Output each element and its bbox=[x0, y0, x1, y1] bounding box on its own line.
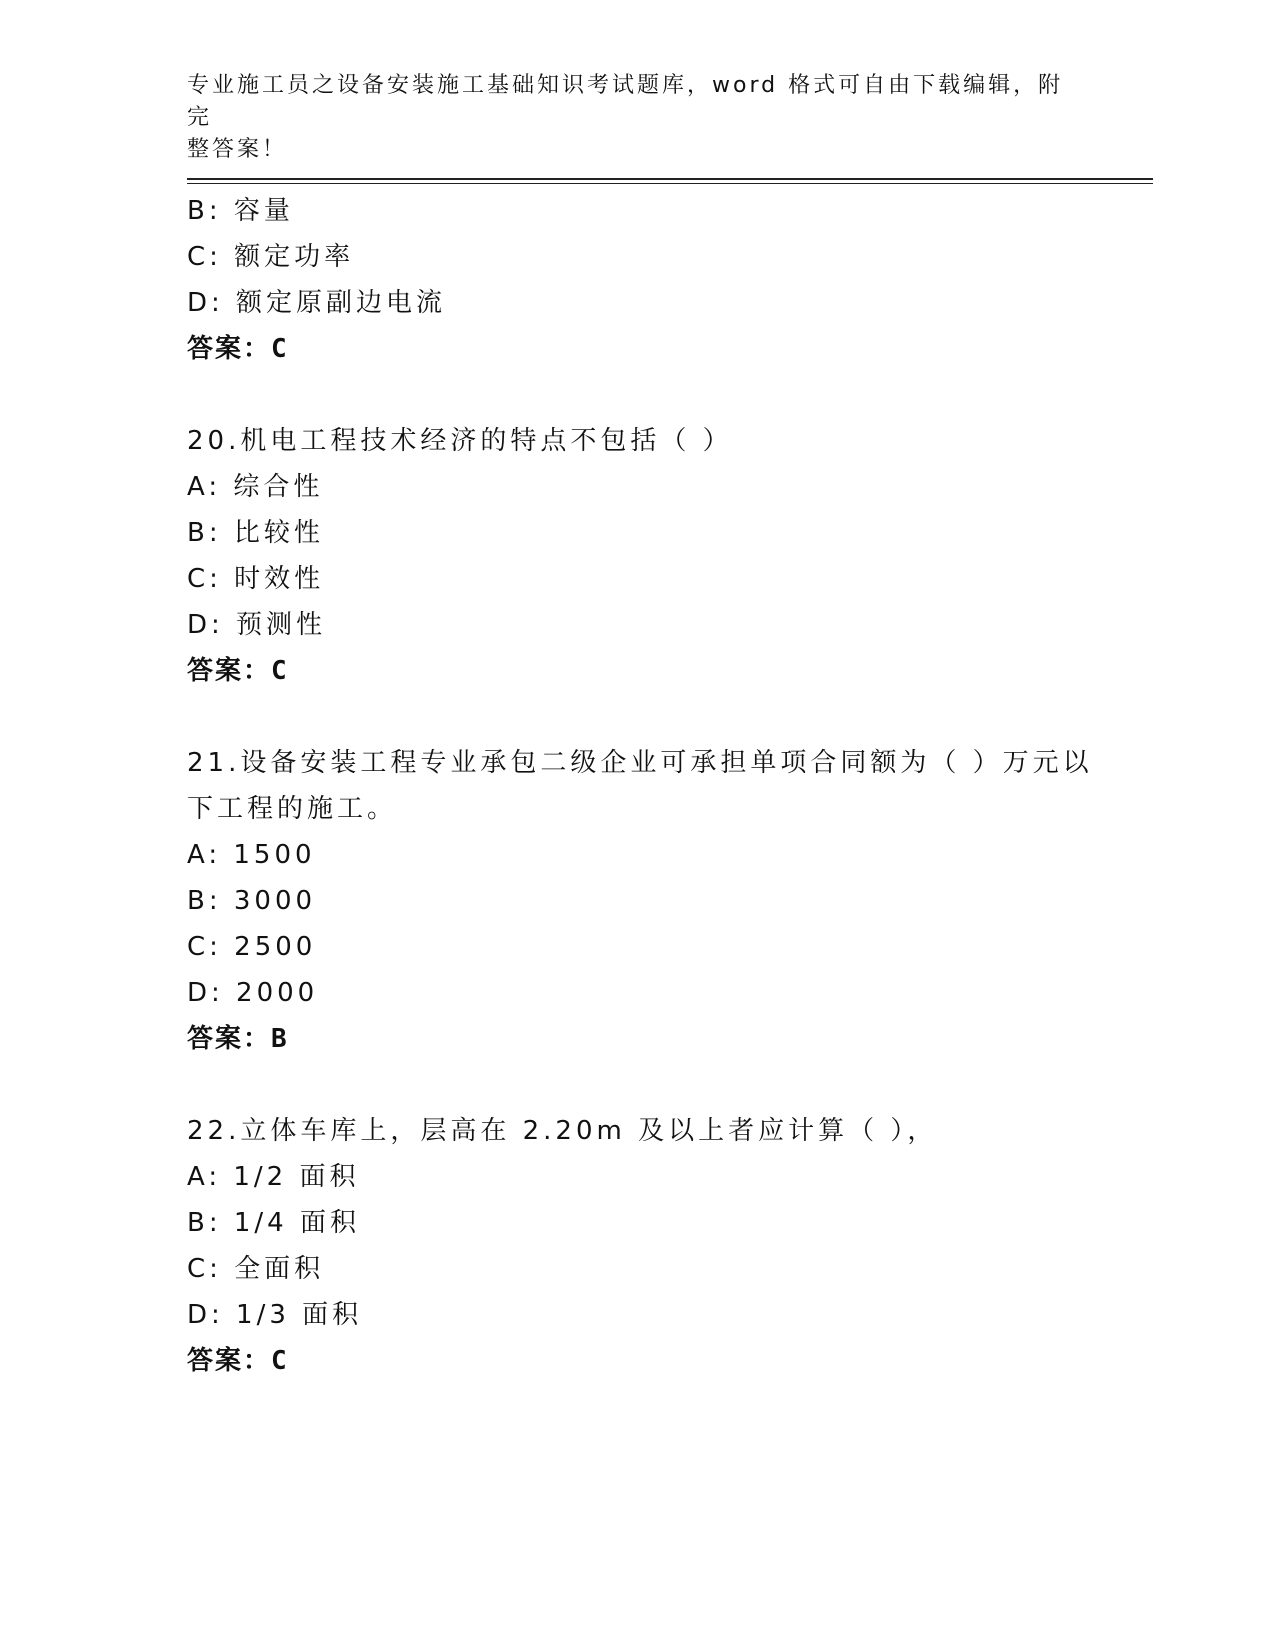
question-stem: 20.机电工程技术经济的特点不包括（ ） bbox=[187, 426, 733, 456]
option-d: D: 1/3 面积 bbox=[187, 1300, 363, 1330]
answer-line: 答案：C bbox=[187, 1346, 289, 1376]
header-divider-thick bbox=[187, 178, 1153, 180]
option-c: C: 额定功率 bbox=[187, 242, 355, 272]
option-a: A: 1/2 面积 bbox=[187, 1162, 360, 1192]
answer-line: 答案：B bbox=[187, 1024, 289, 1054]
header-divider-thin bbox=[187, 183, 1153, 184]
question-list bbox=[187, 188, 1093, 1384]
header-line-2: 整答案！ bbox=[187, 137, 288, 162]
option-a: A: 综合性 bbox=[187, 472, 324, 502]
option-a: A: 1500 bbox=[187, 840, 316, 870]
option-b: B: 1/4 面积 bbox=[187, 1208, 360, 1238]
option-b: B: 3000 bbox=[187, 886, 317, 916]
answer-line: 答案：C bbox=[187, 656, 289, 686]
option-b: B: 比较性 bbox=[187, 518, 324, 548]
spacer bbox=[187, 694, 1087, 740]
header-line-1: 专业施工员之设备安装施工基础知识考试题库，word 格式可自由下载编辑，附完 bbox=[187, 73, 1064, 130]
question-21 bbox=[187, 740, 1093, 1062]
document-header bbox=[187, 70, 1067, 166]
option-d: D: 预测性 bbox=[187, 610, 327, 640]
option-d: D: 额定原副边电流 bbox=[187, 288, 447, 318]
option-c: C: 时效性 bbox=[187, 564, 325, 594]
question-stem-line-2: 下工程的施工。 bbox=[187, 794, 398, 824]
answer-line: 答案：C bbox=[187, 334, 289, 364]
option-c: C: 2500 bbox=[187, 932, 317, 962]
question-stem-line-1: 21.设备安装工程专业承包二级企业可承担单项合同额为（ ）万元以 bbox=[187, 748, 1093, 778]
option-c: C: 全面积 bbox=[187, 1254, 325, 1284]
spacer bbox=[187, 372, 1087, 418]
spacer bbox=[187, 1062, 1087, 1108]
option-d: D: 2000 bbox=[187, 978, 319, 1008]
question-20 bbox=[187, 418, 1087, 694]
option-b: B: 容量 bbox=[187, 196, 294, 226]
question-stem: 22.立体车库上，层高在 2.20m 及以上者应计算（ ）， bbox=[187, 1116, 938, 1146]
question-22 bbox=[187, 1108, 1087, 1384]
question-19-tail bbox=[187, 188, 1087, 372]
